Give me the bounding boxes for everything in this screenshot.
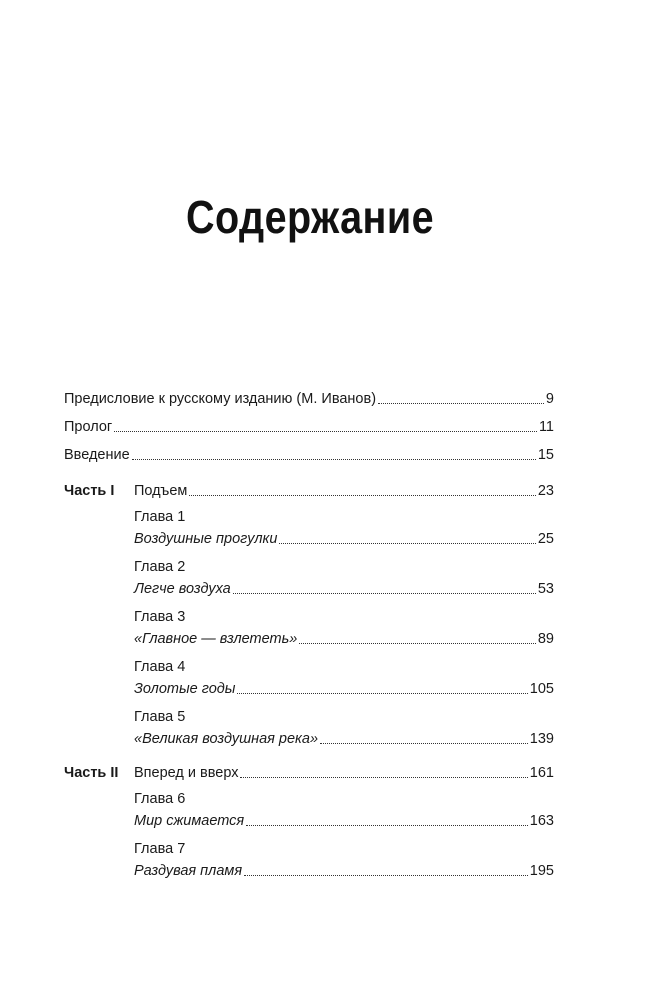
chapter-title: Золотые годы [134,681,236,697]
page-title: Содержание [185,191,435,243]
dot-leader [189,495,535,496]
chapter-label-row [134,556,554,576]
chapter-title: Мир сжимается [134,813,245,829]
chapter-label-row [134,838,554,858]
toc-page-number: 105 [529,681,554,697]
toc-part-2[interactable] [64,762,554,782]
toc-entry-preface[interactable] [64,388,554,408]
toc-page-number: 53 [537,581,554,597]
chapter-label-row [134,606,554,626]
chapter-title: Легче воздуха [134,581,231,597]
chapter-label-row [134,706,554,726]
dot-leader [279,543,535,544]
toc-chapter-2[interactable] [134,578,554,598]
chapter-label: Глава 1 [134,509,186,525]
toc-chapter-4[interactable] [134,678,554,698]
dot-leader [246,825,528,826]
chapter-label: Глава 3 [134,609,186,625]
toc-entry-prologue[interactable] [64,416,554,436]
chapter-title: «Великая воздушная река» [134,731,319,747]
dot-leader [233,593,536,594]
dot-leader [244,875,528,876]
part-label: Часть I [64,483,115,499]
dot-leader [378,403,544,404]
chapter-label: Глава 2 [134,559,186,575]
toc-page-number: 89 [537,631,554,647]
dot-leader [240,777,527,778]
toc-page-number: 25 [537,531,554,547]
toc-page-number: 9 [545,391,554,407]
chapter-label: Глава 7 [134,841,186,857]
chapter-title: Воздушные прогулки [134,531,278,547]
part-label: Часть II [64,765,119,781]
dot-leader [132,459,536,460]
part-title: Вперед и вверх [134,765,239,781]
chapter-title: «Главное — взлететь» [134,631,298,647]
chapter-label-row [134,506,554,526]
toc-entry-title: Предисловие к русскому изданию (М. Иванов) [64,391,377,407]
toc-page-number: 139 [529,731,554,747]
toc-page-number: 163 [529,813,554,829]
dot-leader [320,743,528,744]
toc-page-number: 23 [537,483,554,499]
toc-chapter-1[interactable] [134,528,554,548]
dot-leader [237,693,527,694]
dot-leader [299,643,536,644]
toc-page-number: 11 [538,419,554,435]
toc-chapter-5[interactable] [134,728,554,748]
chapter-label-row [134,656,554,676]
chapter-label: Глава 6 [134,791,186,807]
toc-entry-introduction[interactable] [64,444,554,464]
toc-chapter-3[interactable] [134,628,554,648]
toc-part-1[interactable] [64,480,554,500]
toc-chapter-6[interactable] [134,810,554,830]
toc-entry-title: Пролог [64,419,113,435]
dot-leader [114,431,537,432]
chapter-label: Глава 5 [134,709,186,725]
chapter-title: Раздувая пламя [134,863,243,879]
chapter-label-row [134,788,554,808]
toc-entry-title: Введение [64,447,130,463]
part-title: Подъем [134,483,188,499]
toc-chapter-7[interactable] [134,860,554,880]
chapter-label: Глава 4 [134,659,186,675]
toc-page-number: 15 [537,447,554,463]
toc-page-number: 161 [529,765,554,781]
toc-page-number: 195 [529,863,554,879]
